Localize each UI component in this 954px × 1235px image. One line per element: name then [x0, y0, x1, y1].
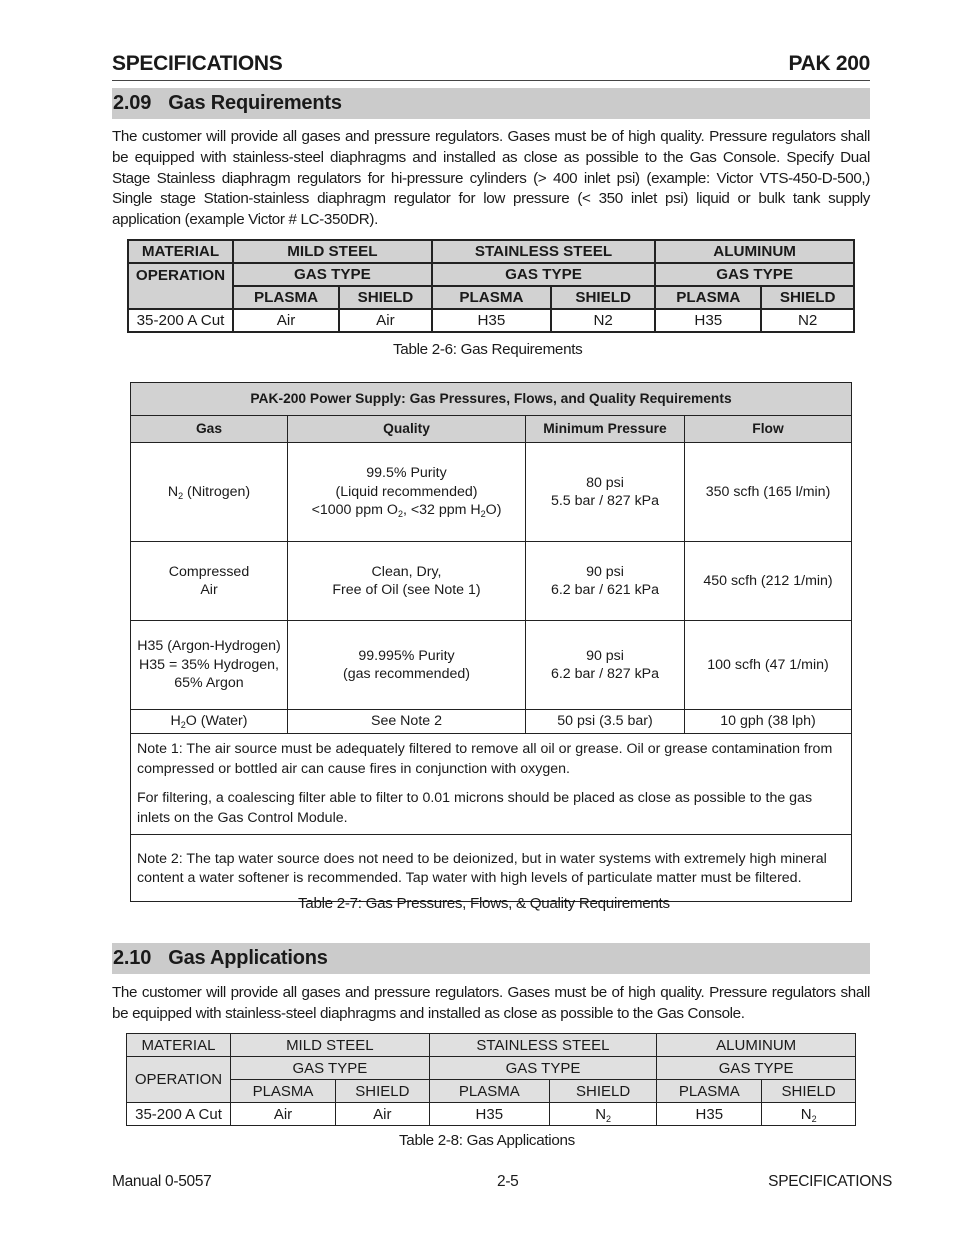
footer-page-number: 2-5 [497, 1173, 519, 1190]
gas-applications-paragraph: The customer will provide all gases and pressure regulators. Gases must be of high quality. Pressure regulators shall be equipped with stainless-steel diaphragms and installed as close as possible to the Gas Console. [112, 984, 870, 1022]
material-header: MATERIAL [127, 1034, 231, 1057]
running-header-title: SPECIFICATIONS [112, 52, 283, 75]
table-row [131, 621, 852, 710]
gas-type-header: GAS TYPE [231, 1057, 430, 1080]
table-cell: Air [339, 309, 432, 332]
plasma-header: PLASMA [655, 286, 761, 309]
note-2: Note 2: The tap water source does not need to be deionized, but in water systems with extremely high mineral content a water softener is recommended. Tap water with high levels of particulate matter must be filtered. [131, 835, 852, 902]
shield-header: SHIELD [761, 286, 854, 309]
gas-requirements-table [127, 239, 855, 333]
flow-cell: 450 scfh (212 1/min) [685, 542, 852, 621]
table-row [131, 542, 852, 621]
table-cell: $N_2$ [762, 1103, 856, 1126]
flow-cell: 350 scfh (165 l/min) [685, 443, 852, 542]
table-caption-2-7: Table 2-7: Gas Pressures, Flows, & Quality Requirements [298, 895, 670, 912]
material-aluminum: ALUMINUM [655, 240, 854, 263]
gas-cell: H35 (Argon-Hydrogen) H35 = 35% Hydrogen, 65% Argon [131, 621, 288, 710]
table-cell: N2 [551, 309, 655, 332]
flow-cell: 100 scfh (47 1/min) [685, 621, 852, 710]
header-rule [112, 80, 870, 81]
quality-cell: 99.995% Purity (gas recommended) [288, 621, 526, 710]
plasma-header: PLASMA [233, 286, 339, 309]
shield-header: SHIELD [551, 286, 655, 309]
quality-cell: 99.5% Purity (Liquid recommended) <1000 ppm $O_2$, <32 ppm $H_2O$) [288, 443, 526, 542]
gas-type-header: GAS TYPE [233, 263, 432, 286]
plasma-header: PLASMA [657, 1080, 762, 1103]
footer-section-name: SPECIFICATIONS [768, 1173, 892, 1190]
operation-value: 35-200 A Cut [127, 1103, 231, 1126]
footer-manual-number: Manual 0-5057 [112, 1173, 212, 1190]
table-caption-2-6: Table 2-6: Gas Requirements [393, 341, 583, 358]
running-header-product: PAK 200 [788, 52, 870, 75]
shield-header: SHIELD [339, 286, 432, 309]
note-1: Note 1: The air source must be adequately filtered to remove all oil or grease. Oil or grease contamination from compressed or bottled air can cause fires in conjunction with oxygen. For filtering, a coalescing filter able to filter to 0.01 microns should be placed as close as possible to the gas inlets on the Gas Control Module. [131, 734, 852, 835]
plasma-header: PLASMA [432, 286, 551, 309]
section-title: Gas Requirements [168, 92, 342, 114]
operation-header: OPERATION [128, 263, 233, 286]
pressure-cell: 90 psi 6.2 bar / 621 kPa [526, 542, 685, 621]
plasma-header: PLASMA [231, 1080, 336, 1103]
column-header-gas: Gas [131, 416, 288, 443]
flow-cell: 10 gph (38 lph) [685, 710, 852, 734]
table-cell: N2 [761, 309, 854, 332]
gas-pressures-table [130, 382, 852, 902]
table-cell: H35 [429, 1103, 549, 1126]
table-cell: Air [231, 1103, 336, 1126]
table-cell: Air [336, 1103, 430, 1126]
material-mild-steel: MILD STEEL [233, 240, 432, 263]
gas-cell: Compressed Air [131, 542, 288, 621]
table-cell: H35 [655, 309, 761, 332]
gas-requirements-paragraph: The customer will provide all gases and pressure regulators. Gases must be of high quality. Pressure regulators shall be equipped with stainless-steel diaphragms and installed as close as possible to the Gas Console. Specify Dual Stage Stainless diaphragm regulators for hi-pressure cylinders (> 400 inlet psi) (example: Victor VTS-450-D-500,) Single stage Station-stainless diaphragm regulator for low pressure (< 350 inlet psi) liquid or bulk tank supply application (example Victor # LC-350DR). [112, 128, 870, 229]
shield-header: SHIELD [762, 1080, 856, 1103]
material-stainless-steel: STAINLESS STEEL [429, 1034, 657, 1057]
gas-type-header: GAS TYPE [429, 1057, 657, 1080]
section-number: 2.09 [113, 92, 152, 114]
gas-type-header: GAS TYPE [655, 263, 854, 286]
gas-cell: $N_2$ (Nitrogen) [131, 443, 288, 542]
material-mild-steel: MILD STEEL [231, 1034, 430, 1057]
table-row [131, 710, 852, 734]
column-header-flow: Flow [685, 416, 852, 443]
table-title: PAK-200 Power Supply: Gas Pressures, Flows, and Quality Requirements [131, 383, 852, 416]
quality-cell: See Note 2 [288, 710, 526, 734]
table-row [131, 443, 852, 542]
gas-cell: $H_2O$ (Water) [131, 710, 288, 734]
table-cell: H35 [657, 1103, 762, 1126]
operation-header-continued [128, 286, 233, 309]
shield-header: SHIELD [336, 1080, 430, 1103]
material-aluminum: ALUMINUM [657, 1034, 856, 1057]
material-header: MATERIAL [128, 240, 233, 263]
table-caption-2-8: Table 2-8: Gas Applications [399, 1132, 575, 1149]
column-header-minimum-pressure: Minimum Pressure [526, 416, 685, 443]
table-cell: Air [233, 309, 339, 332]
material-stainless-steel: STAINLESS STEEL [432, 240, 656, 263]
plasma-header: PLASMA [429, 1080, 549, 1103]
gas-type-header: GAS TYPE [432, 263, 656, 286]
table-cell: $N_2$ [549, 1103, 656, 1126]
column-header-quality: Quality [288, 416, 526, 443]
section-title: Gas Applications [168, 947, 328, 969]
section-number: 2.10 [113, 947, 152, 969]
operation-header: OPERATION [127, 1057, 231, 1103]
pressure-cell: 80 psi 5.5 bar / 827 kPa [526, 443, 685, 542]
section-heading-gas-requirements [112, 88, 870, 119]
pressure-cell: 50 psi (3.5 bar) [526, 710, 685, 734]
pressure-cell: 90 psi 6.2 bar / 827 kPa [526, 621, 685, 710]
shield-header: SHIELD [549, 1080, 656, 1103]
quality-cell: Clean, Dry, Free of Oil (see Note 1) [288, 542, 526, 621]
operation-value: 35-200 A Cut [128, 309, 233, 332]
section-heading-gas-applications [112, 943, 870, 974]
gas-applications-table [126, 1033, 856, 1126]
gas-type-header: GAS TYPE [657, 1057, 856, 1080]
table-cell: H35 [432, 309, 551, 332]
